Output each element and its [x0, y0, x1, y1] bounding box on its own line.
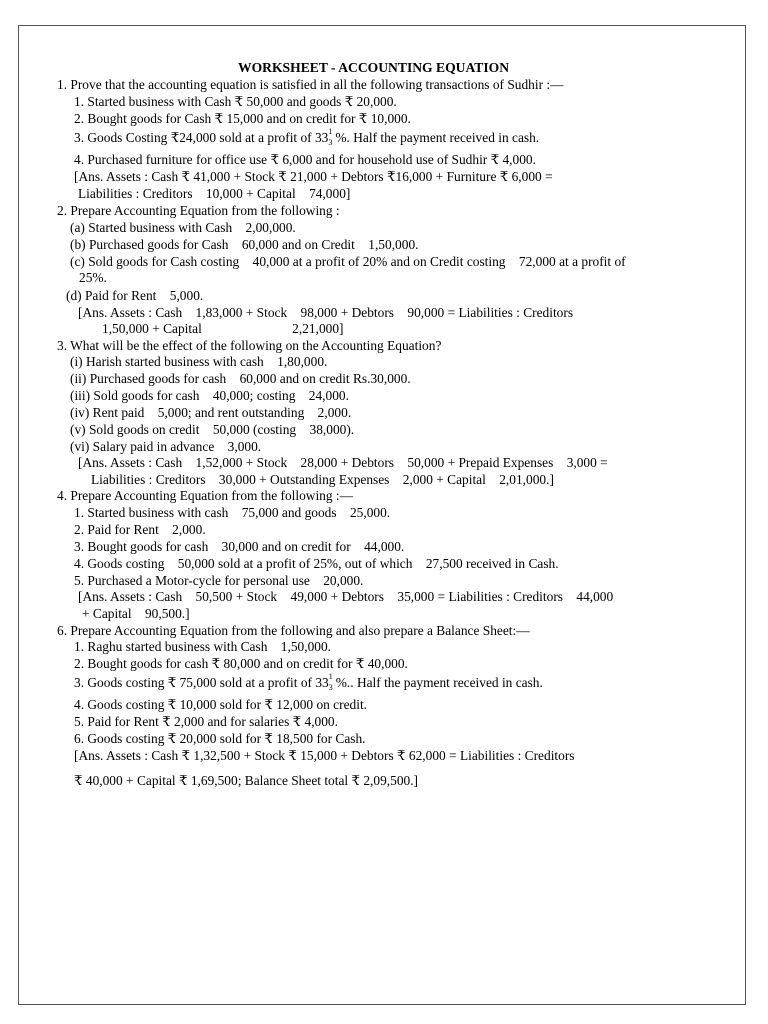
q1-item-3	[74, 129, 539, 146]
q6-item-6: 6. Goods costing ₹ 20,000 sold for ₹ 18,500 for Cash.	[74, 731, 366, 746]
q3-item-ii: (ii) Purchased goods for cash 60,000 and on credit Rs.30,000.	[70, 371, 411, 386]
q6-item-3-rest: %.. Half the payment received in cash.	[335, 675, 543, 690]
q2-item-c: (c) Sold goods for Cash costing 40,000 at a profit of 20% and on Credit costing 72,000 at a profit of	[70, 254, 626, 269]
q3-item-i: (i) Harish started business with cash 1,80,000.	[70, 354, 328, 369]
fraction-one-third: 1 3	[328, 127, 333, 147]
q4-answer-line-1: [Ans. Assets : Cash 50,500 + Stock 49,000 + Debtors 35,000 = Liabilities : Creditors 44,000	[78, 589, 614, 604]
q3-item-v: (v) Sold goods on credit 50,000 (costing 38,000).	[70, 422, 355, 437]
q3-answer-line-2: Liabilities : Creditors 30,000 + Outstanding Expenses 2,000 + Capital 2,01,000.]	[91, 472, 554, 487]
q6-answer-line-1: [Ans. Assets : Cash ₹ 1,32,500 + Stock ₹ 15,000 + Debtors ₹ 62,000 = Liabilities : Creditors	[74, 748, 575, 763]
worksheet-title: WORKSHEET - ACCOUNTING EQUATION	[238, 60, 510, 75]
q4-answer-line-2: + Capital 90,500.]	[82, 606, 190, 621]
question-2-heading: 2. Prepare Accounting Equation from the following :	[57, 203, 340, 218]
q1-answer-line-1: [Ans. Assets : Cash ₹ 41,000 + Stock ₹ 21,000 + Debtors ₹16,000 + Furniture ₹ 6,000 =	[74, 169, 553, 184]
q4-item-3: 3. Bought goods for cash 30,000 and on credit for 44,000.	[74, 539, 405, 554]
q6-item-4: 4. Goods costing ₹ 10,000 sold for ₹ 12,000 on credit.	[74, 697, 368, 712]
q4-item-1: 1. Started business with cash 75,000 and goods 25,000.	[74, 505, 391, 520]
q1-item-3-text: 3. Goods Costing ₹24,000 sold at a profit of 33	[74, 130, 329, 145]
q2-item-b: (b) Purchased goods for Cash 60,000 and on Credit 1,50,000.	[70, 237, 419, 252]
q2-answer-line-1: [Ans. Assets : Cash 1,83,000 + Stock 98,000 + Debtors 90,000 = Liabilities : Creditors	[78, 305, 574, 320]
question-4-heading: 4. Prepare Accounting Equation from the following :—	[57, 488, 354, 503]
q2-item-d: (d) Paid for Rent 5,000.	[66, 288, 204, 303]
q2-item-a: (a) Started business with Cash 2,00,000.	[70, 220, 296, 235]
q1-item-2: 2. Bought goods for Cash ₹ 15,000 and on credit for ₹ 10,000.	[74, 111, 411, 126]
q6-item-2: 2. Bought goods for cash ₹ 80,000 and on credit for ₹ 40,000.	[74, 656, 408, 671]
question-6-heading: 6. Prepare Accounting Equation from the following and also prepare a Balance Sheet:—	[57, 623, 530, 638]
q4-item-2: 2. Paid for Rent 2,000.	[74, 522, 206, 537]
q1-answer-line-2: Liabilities : Creditors 10,000 + Capital 74,000]	[78, 186, 351, 201]
q3-item-iv: (iv) Rent paid 5,000; and rent outstanding 2,000.	[70, 405, 352, 420]
q2-item-c-cont: 25%.	[79, 270, 107, 285]
q6-item-3-text: 3. Goods costing ₹ 75,000 sold at a profit of 33	[74, 675, 329, 690]
q3-item-vi: (vi) Salary paid in advance 3,000.	[70, 439, 262, 454]
q1-item-1: 1. Started business with Cash ₹ 50,000 and goods ₹ 20,000.	[74, 94, 397, 109]
q3-answer-line-1: [Ans. Assets : Cash 1,52,000 + Stock 28,000 + Debtors 50,000 + Prepaid Expenses 3,000 =	[78, 455, 608, 470]
q1-item-3-rest: %. Half the payment received in cash.	[335, 130, 540, 145]
q4-item-4: 4. Goods costing 50,000 sold at a profit of 25%, out of which 27,500 received in Cash.	[74, 556, 559, 571]
q2-answer-line-2: 1,50,000 + Capital 2,21,000]	[102, 321, 344, 336]
question-1-heading: 1. Prove that the accounting equation is satisfied in all the following transactions of Sudhir :—	[57, 77, 564, 92]
q1-item-4: 4. Purchased furniture for office use ₹ 6,000 and for household use of Sudhir ₹ 4,000.	[74, 152, 536, 167]
q4-item-5: 5. Purchased a Motor-cycle for personal use 20,000.	[74, 573, 364, 588]
q6-item-3	[74, 674, 543, 691]
q6-item-1: 1. Raghu started business with Cash 1,50,000.	[74, 639, 332, 654]
question-3-heading: 3. What will be the effect of the following on the Accounting Equation?	[57, 338, 442, 353]
fraction-one-third: 1 3	[328, 672, 333, 692]
q3-item-iii: (iii) Sold goods for cash 40,000; costing 24,000.	[70, 388, 349, 403]
q6-item-5: 5. Paid for Rent ₹ 2,000 and for salaries ₹ 4,000.	[74, 714, 338, 729]
q6-answer-line-2: ₹ 40,000 + Capital ₹ 1,69,500; Balance Sheet total ₹ 2,09,500.]	[74, 773, 419, 788]
